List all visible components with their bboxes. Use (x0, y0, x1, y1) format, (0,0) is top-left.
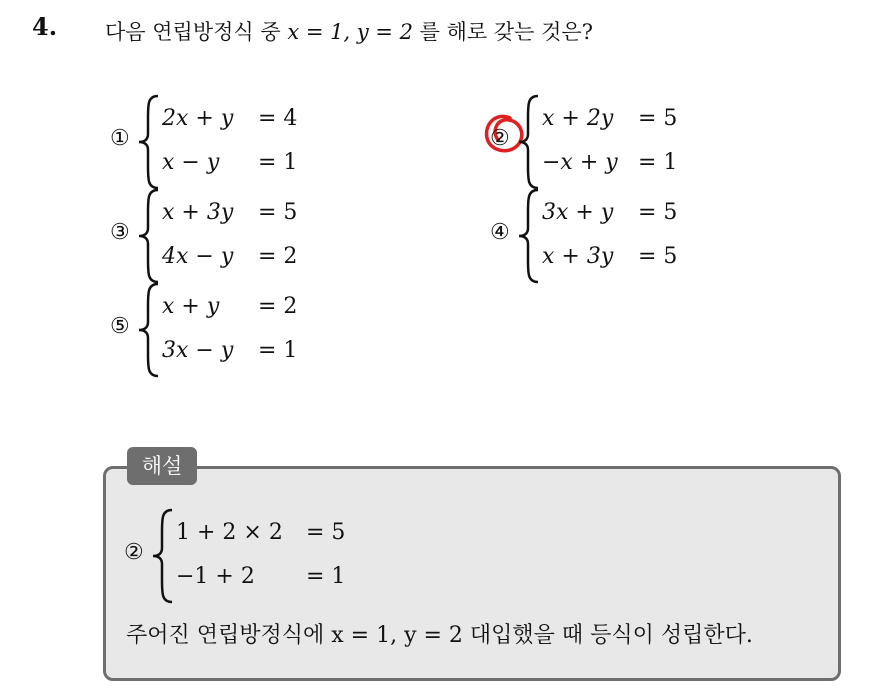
equation-1 (162, 106, 297, 131)
equation-1 (162, 200, 297, 225)
question-text-after: 를 해로 갖는 것은? (413, 20, 593, 44)
equation-rhs: = 5 (638, 244, 678, 269)
equation-1 (162, 294, 297, 319)
equation-lhs: x + 2y (542, 106, 614, 131)
brace-icon (516, 94, 542, 190)
equation-rhs: = 5 (638, 106, 678, 131)
equation-lhs: 4x − y (162, 244, 234, 269)
option-mark: ① (110, 126, 130, 151)
equation-2 (176, 564, 345, 589)
equation-1 (542, 106, 677, 131)
equation-1 (176, 520, 345, 545)
equation-lhs: 2x + y (162, 106, 234, 131)
equation-lhs: x + 3y (542, 244, 614, 269)
equation-1 (542, 200, 677, 225)
equation-rhs: = 5 (638, 200, 678, 225)
equation-2 (162, 244, 297, 269)
equation-rhs: = 1 (258, 150, 298, 175)
equation-rhs: = 2 (258, 294, 298, 319)
equation-2 (162, 150, 297, 175)
option-mark: ④ (490, 220, 510, 245)
solution-mark: ② (124, 540, 144, 565)
brace-icon (136, 94, 162, 190)
equation-2 (542, 244, 677, 269)
solution-explanation: 주어진 연립방정식에 x = 1, y = 2 대입했을 때 등식이 성립한다. (126, 623, 753, 648)
equation-rhs: = 1 (638, 150, 678, 175)
option-mark: ③ (110, 220, 130, 245)
option-mark: ② (490, 126, 510, 151)
equation-lhs: 3x + y (542, 200, 614, 225)
equation-rhs: = 5 (306, 520, 346, 545)
question-math: x = 1, y = 2 (287, 20, 413, 44)
equation-lhs: 1 + 2 × 2 (176, 520, 283, 545)
equation-rhs: = 4 (258, 106, 298, 131)
brace-icon (136, 282, 162, 378)
equation-rhs: = 5 (258, 200, 298, 225)
brace-icon (136, 188, 162, 284)
solution-tag: 해설 (127, 447, 197, 485)
equation-rhs: = 1 (306, 564, 346, 589)
equation-lhs: −x + y (542, 150, 618, 175)
question-text-before: 다음 연립방정식 중 (105, 20, 288, 44)
equation-lhs: −1 + 2 (176, 564, 255, 589)
brace-icon (516, 188, 542, 284)
equation-rhs: = 2 (258, 244, 298, 269)
equation-rhs: = 1 (258, 338, 298, 363)
equation-lhs: x − y (162, 150, 220, 175)
question-text (105, 16, 593, 46)
equation-2 (162, 338, 297, 363)
question-number: 4. (32, 12, 58, 41)
equation-2 (542, 150, 677, 175)
equation-lhs: 3x − y (162, 338, 234, 363)
brace-icon (150, 508, 176, 604)
equation-lhs: x + y (162, 294, 220, 319)
option-mark: ⑤ (110, 314, 130, 339)
equation-lhs: x + 3y (162, 200, 234, 225)
